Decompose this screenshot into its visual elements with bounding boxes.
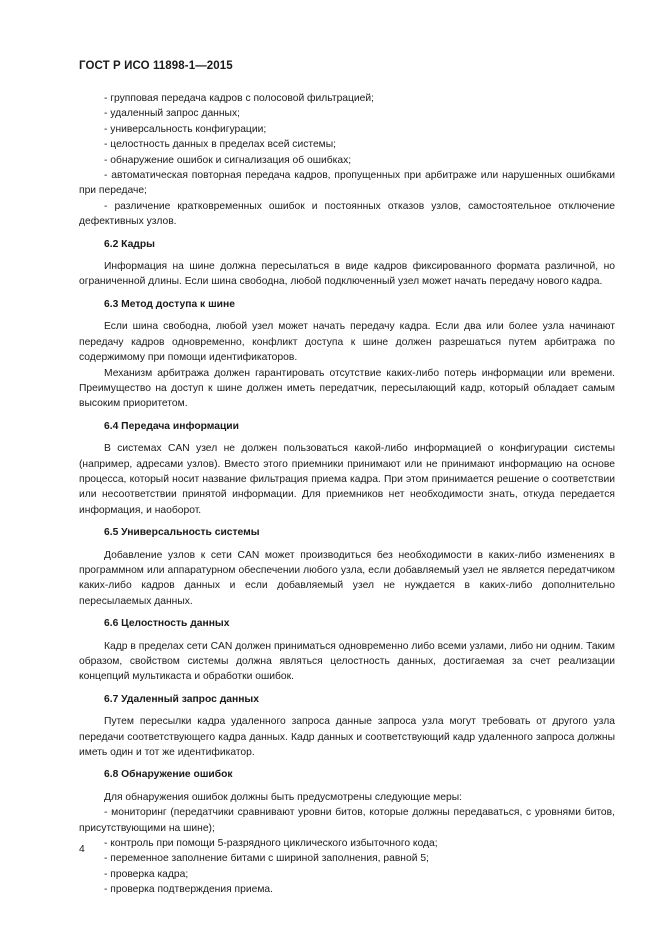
section-heading: 6.4 Передача информации xyxy=(104,420,239,432)
document-body xyxy=(79,91,615,898)
list-item: - мониторинг (передатчики сравнивают уровни битов, которые должны передаваться, с уровнями битов, присутствующими на шине); xyxy=(79,807,615,834)
list-item: - универсальность конфигурации; xyxy=(104,123,267,135)
section-heading: 6.5 Универсальность системы xyxy=(104,527,260,539)
section-heading: 6.3 Метод доступа к шине xyxy=(104,298,235,310)
paragraph: Информация на шине должна пересылаться в виде кадров фиксированного формата различной, но ограниченной длины. Если шина свободна, любой подключенный узел может начать передачу нового кадра. xyxy=(79,261,615,288)
paragraph: Для обнаружения ошибок должны быть предусмотрены следующие меры: xyxy=(104,791,462,803)
section-6-5 xyxy=(79,525,615,609)
paragraph: Если шина свободна, любой узел может начать передачу кадра. Если два или более узла начинают передачу кадров одновременно, конфликт доступа к шине должен разрешаться путем арбитража по содержимому при помощи идентификаторов. xyxy=(79,321,615,364)
section-heading: 6.7 Удаленный запрос данных xyxy=(104,693,259,705)
list-item: - контроль при помощи 5-разрядного циклического избыточного кода; xyxy=(104,838,438,850)
paragraph: Механизм арбитража должен гарантировать отсутствие каких-либо потерь информации или времени. Преимущество на доступ к шине должен иметь передатчик, пересылающий кадр, который обладает самым высоким приоритетом. xyxy=(79,367,615,410)
document-header: ГОСТ Р ИСО 11898-1—2015 xyxy=(79,60,233,72)
section-heading: 6.2 Кадры xyxy=(104,238,155,250)
section-heading: 6.6 Целостность данных xyxy=(104,618,230,630)
paragraph: Добавление узлов к сети CAN может производиться без необходимости в каких-либо изменениях в программном или аппаратурном обеспечении любого узла, если добавляемый узел не является передатчиком каких-либо кадров данных и если добавляемый узел не нуждается в каких-либо дополнительно пересылаемых данных. xyxy=(79,549,615,607)
section-6-3 xyxy=(79,297,615,412)
list-item: - проверка кадра; xyxy=(104,868,189,880)
paragraph: Путем пересылки кадра удаленного запроса данные запроса узла могут требовать от другого узла передачи соответствующего кадра данных. Кадр данных и соответствующий кадр удаленного запроса должны иметь один и тот же идентификатор. xyxy=(79,716,615,759)
list-item: - удаленный запрос данных; xyxy=(104,108,240,120)
list-item: - групповая передача кадров с полосовой фильтрацией; xyxy=(104,93,375,104)
list-item: - проверка подтверждения приема. xyxy=(104,884,273,896)
section-6-6 xyxy=(79,616,615,685)
section-6-2 xyxy=(79,237,615,290)
list-item: - обнаружение ошибок и сигнализация об ошибках; xyxy=(104,154,352,166)
list-item: - целостность данных в пределах всей системы; xyxy=(104,139,337,151)
section-6-7 xyxy=(79,692,615,761)
intro-list xyxy=(79,91,615,230)
page-number: 4 xyxy=(79,844,85,855)
section-heading: 6.8 Обнаружение ошибок xyxy=(104,769,233,781)
list-item: - различение кратковременных ошибок и постоянных отказов узлов, самостоятельное отключение дефективных узлов. xyxy=(79,200,615,228)
paragraph: Кадр в пределах сети CAN должен приниматься одновременно либо всеми узлами, либо ни одним. Таким образом, свойством системы должна являться целостность данных, достигаемая за счет реализации концепций мультикаста и обработки ошибок. xyxy=(79,640,615,683)
section-6-4 xyxy=(79,419,615,518)
paragraph: В системах CAN узел не должен пользоваться какой-либо информацией о конфигурации системы (например, адресами узлов). Вместо этого приемники принимают или не принимают информацию на основе процесса, который носит название фильтрация приема кадра. При этом принимается решение о соответствии или несоответствии принятой информации. Для приемников нет необходимости знать, откуда передается информация, и наоборот. xyxy=(79,443,615,516)
list-item: - автоматическая повторная передача кадров, пропущенных при арбитраже или нарушенных ошибками при передаче; xyxy=(79,170,615,197)
list-item: - переменное заполнение битами с шириной заполнения, равной 5; xyxy=(104,853,429,865)
section-6-8 xyxy=(79,767,615,897)
